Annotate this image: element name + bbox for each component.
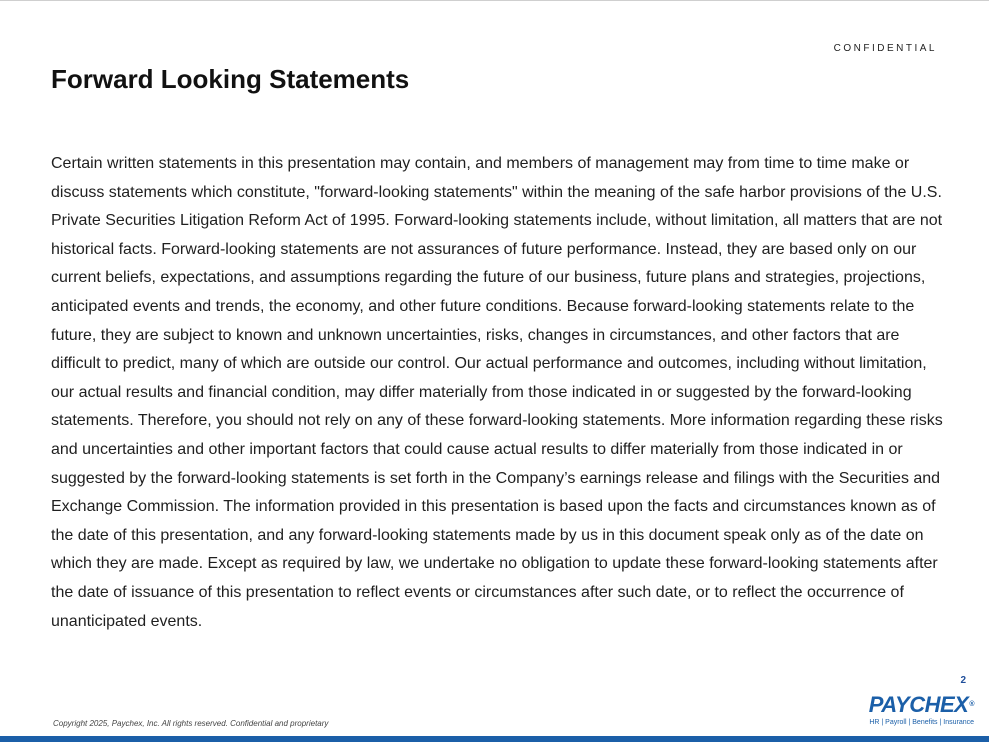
- registered-mark: ®: [969, 701, 974, 708]
- logo-wordmark-text: PAYCHEX: [868, 692, 969, 717]
- logo-tagline: HR | Payroll | Benefits | Insurance: [869, 719, 974, 726]
- logo-wordmark: [854, 694, 974, 716]
- forward-looking-statement-paragraph: Certain written statements in this presentation may contain, and members of management may from time to time make or discuss statements which constitute, "forward-looking statements" within the meaning of the safe harbor provisions of the U.S. Private Securities Litigation Reform Act of 1995. Forward-looking statements include, without limitation, all matters that are not historical facts. Forward-looking statements are not assurances of future performance. Instead, they are based only on our current beliefs, expectations, and assumptions regarding the future of our business, future plans and strategies, projections, anticipated events and trends, the economy, and other future conditions. Because forward-looking statements relate to the future, they are subject to known and unknown uncertainties, risks, changes in circumstances, and other factors that are difficult to predict, many of which are outside our control. Our actual performance and outcomes, including without limitation, our actual results and financial condition, may differ materially from those indicated in or suggested by the forward-looking statements. Therefore, you should not rely on any of these forward-looking statements. More information regarding these risks and uncertainties and other important factors that could cause actual results to differ materially from those indicated in or suggested by the forward-looking statements is set forth in the Company’s earnings release and filings with the Securities and Exchange Commission. The information provided in this presentation is based upon the facts and circumstances known as of the date of this presentation, and any forward-looking statements made by us in this document speak only as of the date on which they are made. Except as required by law, we undertake no obligation to update these forward-looking statements after the date of issuance of this presentation to reflect events or circumstances after such date, or to reflect the occurrence of unanticipated events.: [51, 155, 943, 630]
- confidential-label: CONFIDENTIAL: [833, 43, 937, 54]
- copyright-notice: Copyright 2025, Paychex, Inc. All rights reserved. Confidential and proprietary: [53, 719, 329, 728]
- top-divider: [0, 0, 989, 1]
- page-number: 2: [960, 675, 966, 686]
- page-title: Forward Looking Statements: [51, 64, 410, 94]
- paychex-logo: [854, 694, 974, 727]
- bottom-brand-bar: [0, 736, 989, 742]
